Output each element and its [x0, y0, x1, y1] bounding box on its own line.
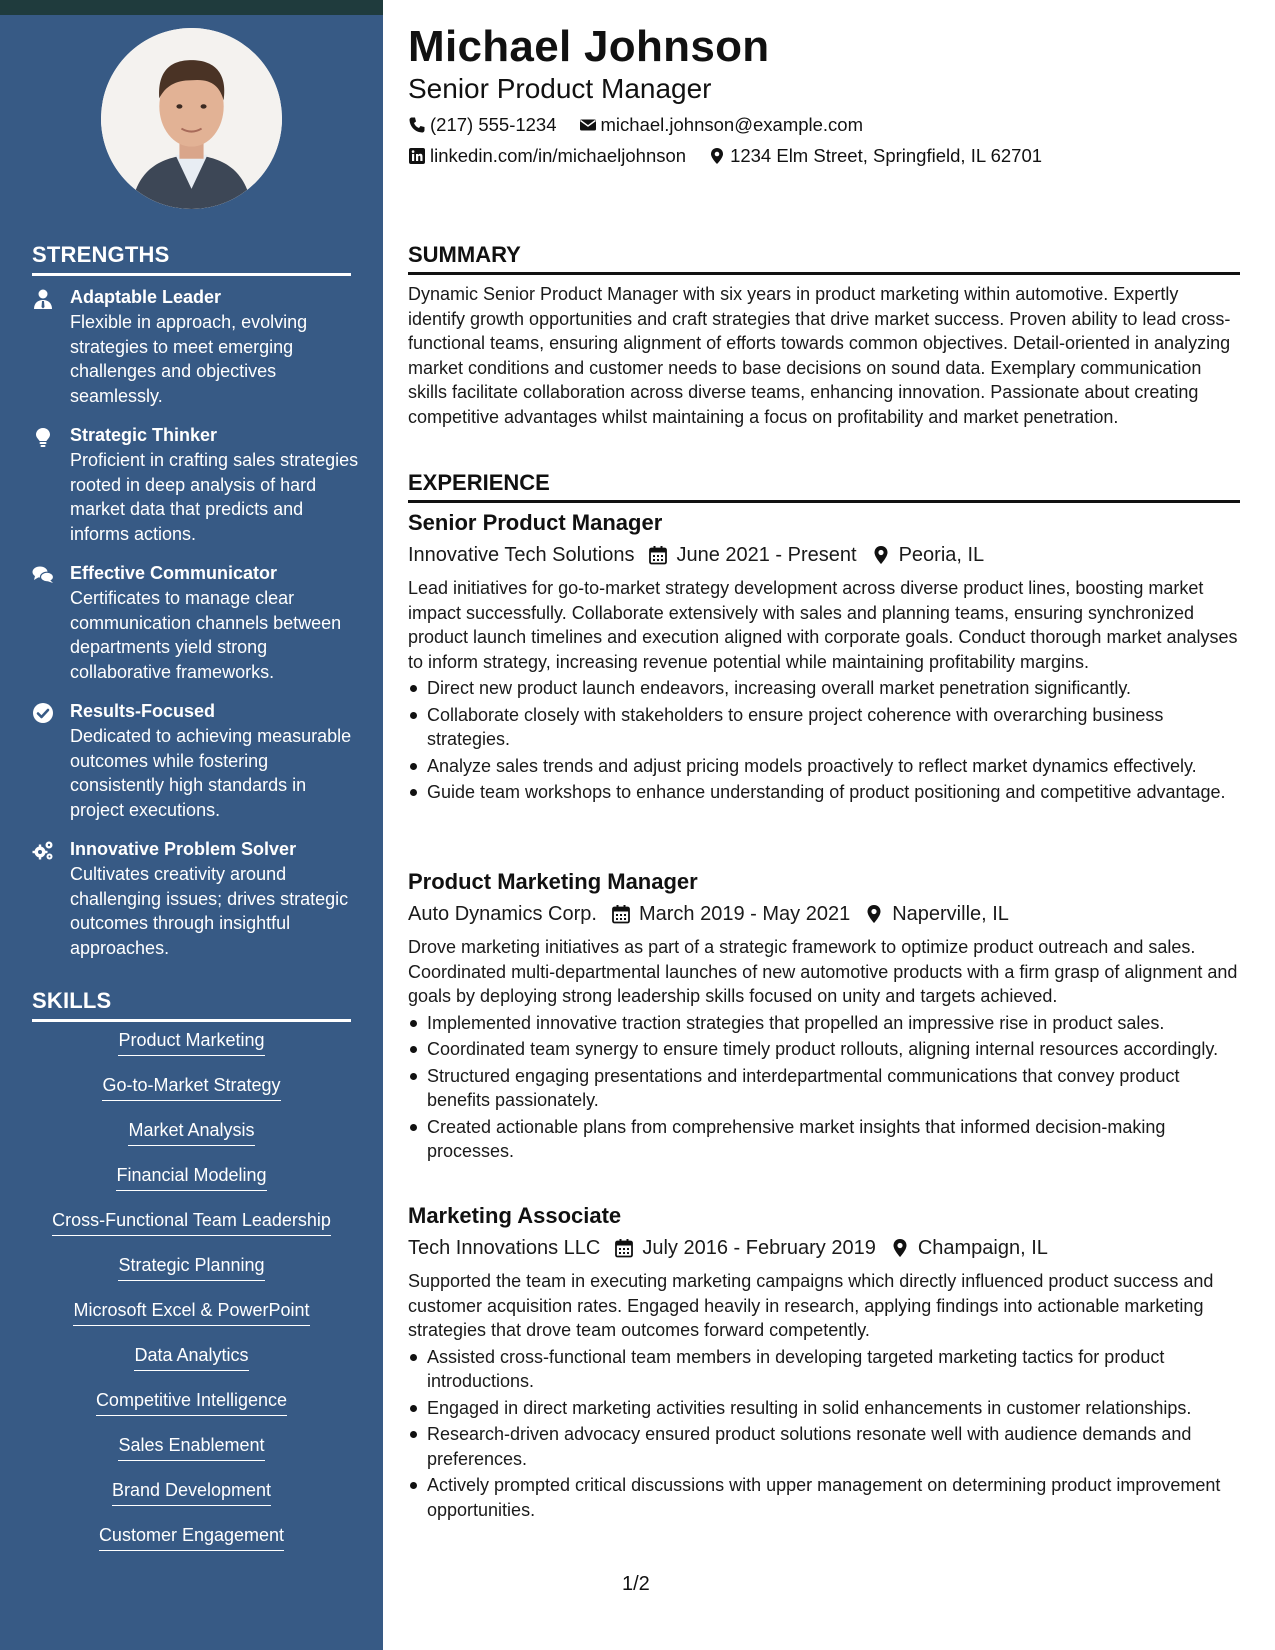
- strength-title: Adaptable Leader: [70, 287, 222, 307]
- envelope-icon: [579, 116, 597, 134]
- skill-item: Brand Development: [32, 1480, 351, 1506]
- calendar-icon: [614, 1238, 634, 1258]
- job-company: Auto Dynamics Corp.: [408, 903, 597, 925]
- skill-item: Market Analysis: [32, 1120, 351, 1146]
- calendar-icon: [648, 545, 668, 565]
- check-circle-icon: [32, 702, 54, 724]
- skills-heading: SKILLS: [32, 988, 351, 1022]
- strength-title: Results-Focused: [70, 701, 216, 721]
- list-item: Research-driven advocacy ensured product solutions resonate well with audience demands and preferences.: [408, 1422, 1240, 1471]
- contact-linkedin[interactable]: linkedin.com/in/michaeljohnson: [408, 145, 686, 167]
- strength-desc: Dedicated to achieving measurable outcomes while fostering consistently high standards in project executions.: [70, 726, 352, 820]
- skill-item: Go-to-Market Strategy: [32, 1075, 351, 1101]
- list-item: Collaborate closely with stakeholders to ensure project coherence with overarching business strategies.: [408, 703, 1240, 752]
- job-entry: [408, 1201, 1240, 1524]
- contact-address: 1234 Elm Street, Springfield, IL 62701: [708, 145, 1042, 167]
- strength-desc: Certificates to manage clear communication channels between departments yield strong collaborative frameworks.: [70, 588, 342, 682]
- comments-icon: [32, 564, 54, 586]
- strength-desc: Proficient in crafting sales strategies rooted in deep analysis of hard market data that predicts and informs actions.: [70, 450, 359, 544]
- job-location: Naperville, IL: [892, 903, 1009, 925]
- job-description: Drove marketing initiatives as part of a strategic framework to optimize product outreach and sales. Coordinated multi-departmental launches of new automotive products with a firm grasp of alignment and goals by deploying strong leadership skills focused on unity and targets achieved.: [408, 937, 1238, 1006]
- map-marker-icon: [871, 545, 891, 565]
- lightbulb-icon: [32, 426, 54, 448]
- map-marker-icon: [890, 1238, 910, 1258]
- job-meta: [408, 1233, 1240, 1263]
- candidate-name: Michael Johnson: [408, 22, 770, 71]
- strengths-heading: STRENGTHS: [32, 242, 351, 276]
- job-dates: March 2019 - May 2021: [638, 903, 851, 925]
- job-meta: [408, 899, 1240, 929]
- skill-item: Customer Engagement: [32, 1525, 351, 1551]
- user-tie-icon: [32, 288, 54, 310]
- list-item: Direct new product launch endeavors, increasing overall market penetration significantly.: [408, 676, 1240, 701]
- skill-item: Financial Modeling: [32, 1165, 351, 1191]
- contact-row: [408, 114, 885, 136]
- calendar-icon: [611, 904, 631, 924]
- list-item: Assisted cross-functional team members in developing targeted marketing tactics for product introductions.: [408, 1345, 1240, 1394]
- job-bullets: [408, 1345, 1240, 1523]
- strength-title: Strategic Thinker: [70, 425, 218, 445]
- candidate-title: Senior Product Manager: [408, 73, 712, 104]
- map-marker-icon: [864, 904, 884, 924]
- page-number: 1/2: [622, 1573, 650, 1595]
- list-item: Implemented innovative traction strategies that propelled an impressive rise in product sales.: [408, 1011, 1240, 1036]
- job-entry: [408, 867, 1240, 1166]
- contact-phone[interactable]: (217) 555-1234: [408, 114, 557, 136]
- job-company: Innovative Tech Solutions: [408, 544, 635, 566]
- experience-heading: EXPERIENCE: [408, 470, 1240, 503]
- sidebar-top-bar: [0, 0, 383, 15]
- job-company: Tech Innovations LLC: [408, 1237, 601, 1259]
- list-item: Coordinated team synergy to ensure timely product rollouts, aligning internal resources accordingly.: [408, 1037, 1240, 1062]
- skill-item: Microsoft Excel & PowerPoint: [32, 1300, 351, 1326]
- list-item: Analyze sales trends and adjust pricing models proactively to reflect market dynamics effectively.: [408, 754, 1240, 779]
- cogs-icon: [32, 840, 54, 862]
- linkedin-icon: [408, 147, 426, 165]
- list-item: Created actionable plans from comprehensive market insights that informed decision-making processes.: [408, 1115, 1240, 1164]
- phone-icon: [408, 116, 426, 134]
- job-title: Senior Product Manager: [408, 510, 663, 535]
- contact-row: [408, 145, 1064, 167]
- skill-item: Cross-Functional Team Leadership: [32, 1210, 351, 1236]
- job-bullets: [408, 1011, 1240, 1164]
- list-item: Engaged in direct marketing activities resulting in solid enhancements in customer relationships.: [408, 1396, 1240, 1421]
- skill-item: Product Marketing: [32, 1030, 351, 1056]
- job-dates: June 2021 - Present: [676, 544, 857, 566]
- job-description: Supported the team in executing marketing campaigns which directly influenced product success and customer acquisition rates. Engaged heavily in research, applying findings into actionable marketing strategies that drove team outcomes forward competently.: [408, 1271, 1214, 1340]
- job-location: Peoria, IL: [898, 544, 985, 566]
- summary-heading: SUMMARY: [408, 242, 1240, 275]
- job-meta: [408, 540, 1240, 570]
- job-title: Product Marketing Manager: [408, 869, 698, 894]
- sidebar: [0, 0, 383, 1650]
- summary-text: Dynamic Senior Product Manager with six years in product marketing within automotive. Expertly identify growth opportunities and craft strategies that drive market success. Proven ability to lead cross-functional teams, ensuring alignment of efforts towards common objectives. Detail-oriented in analyzing market conditions and customer needs to base decisions on sound data. Exemplary communication skills facilitate collaboration across diverse teams, enhancing innovation. Passionate about creating competitive advantages whilst maintaining a focus on profitability and market penetration.: [408, 284, 1231, 427]
- strength-desc: Flexible in approach, evolving strategies to meet emerging challenges and objectives seamlessly.: [70, 312, 308, 406]
- map-marker-icon: [708, 147, 726, 165]
- job-dates: July 2016 - February 2019: [642, 1237, 876, 1259]
- strength-title: Effective Communicator: [70, 563, 278, 583]
- contact-email[interactable]: michael.johnson@example.com: [579, 114, 864, 136]
- job-bullets: [408, 676, 1240, 805]
- profile-photo: [101, 28, 282, 209]
- skill-item: Strategic Planning: [32, 1255, 351, 1281]
- skill-item: Competitive Intelligence: [32, 1390, 351, 1416]
- job-description: Lead initiatives for go-to-market strategy development across diverse product lines, boosting market impact successfully. Collaborate extensively with sales and planning teams, ensuring synchronized product launch timelines and execution aligned with corporate goals. Conduct thorough market analyses to inform strategy, increasing revenue potential while maintaining profitability margins.: [408, 578, 1238, 672]
- strength-title: Innovative Problem Solver: [70, 839, 297, 859]
- skill-item: Sales Enablement: [32, 1435, 351, 1461]
- list-item: Guide team workshops to enhance understanding of product positioning and competitive advantage.: [408, 780, 1240, 805]
- skill-item: Data Analytics: [32, 1345, 351, 1371]
- list-item: Actively prompted critical discussions with upper management on determining product improvement opportunities.: [408, 1473, 1240, 1522]
- job-entry: [408, 508, 1240, 807]
- avatar: [101, 28, 282, 209]
- job-title: Marketing Associate: [408, 1203, 622, 1228]
- strength-desc: Cultivates creativity around challenging issues; drives strategic outcomes through insightful approaches.: [70, 864, 349, 958]
- list-item: Structured engaging presentations and interdepartmental communications that convey product benefits passionately.: [408, 1064, 1240, 1113]
- job-location: Champaign, IL: [917, 1237, 1048, 1259]
